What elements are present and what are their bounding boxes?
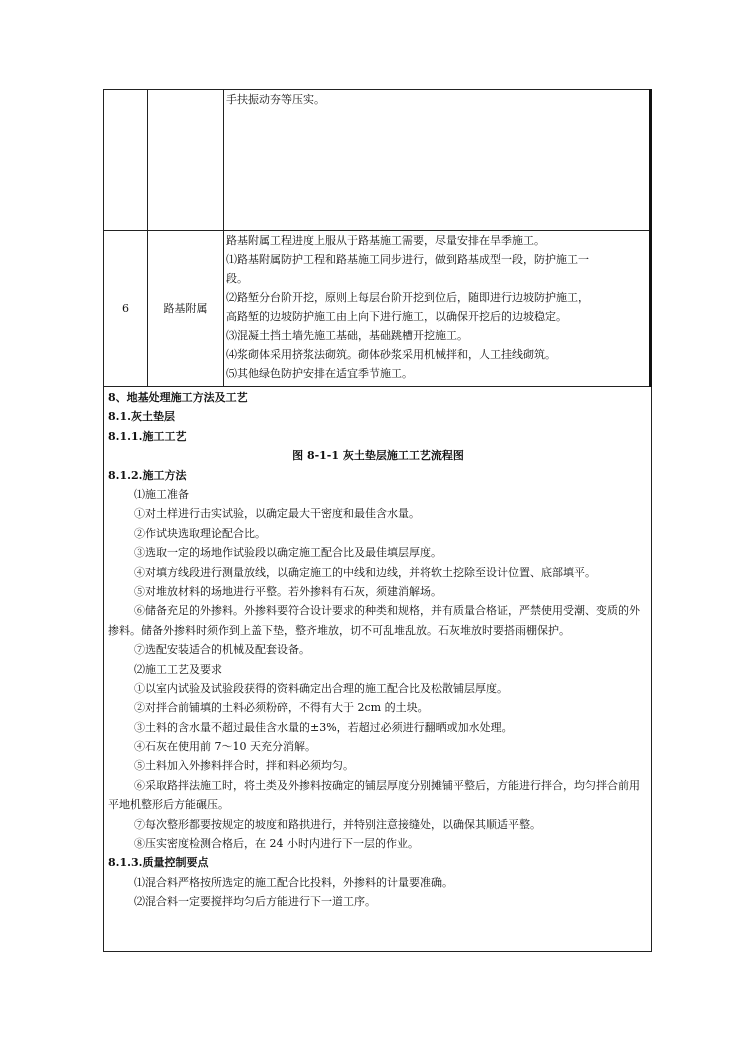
paragraph: ⑤对堆放材料的场地进行平整。若外掺料有石灰，须建消解场。 [134, 584, 442, 598]
paragraph: ⑴混合料严格按所选定的施工配合比投料，外掺料的计量要准确。 [134, 875, 453, 889]
paragraph: ④石灰在使用前 7～10 天充分消解。 [134, 740, 316, 754]
paragraph: ③土料的含水量不超过最佳含水量的±3%，若超过必须进行翻晒或加水处理。 [134, 720, 513, 734]
paragraph: ⑴施工准备 [134, 487, 189, 501]
construction-table [103, 89, 652, 387]
section-heading: 8.1.3.质量控制要点 [108, 856, 209, 870]
content-line: ⑷浆砌体采用挤浆法砌筑。砌体砂浆采用机械拌和，人工挂线砌筑。 [226, 348, 556, 361]
paragraph: ①对土样进行击实试验，以确定最大干密度和最佳含水量。 [134, 507, 420, 521]
row-name [148, 90, 224, 231]
paragraph: ④对填方线段进行测量放线，以确定施工的中线和边线，并将软土挖除至设计位置、底部填平。 [134, 565, 596, 579]
paragraph: ⑵混合料一定要搅拌均匀后方能进行下一道工序。 [134, 895, 376, 909]
paragraph: ⑥采取路拌法施工时，将土类及外掺料按确定的铺层厚度分别摊铺平整后，方能进行拌合，均匀拌合前用平地机整形后方能碾压。 [108, 778, 640, 812]
row-content [224, 231, 651, 387]
paragraph: ⑤土料加入外掺料拌合时，拌和料必须均匀。 [134, 759, 354, 773]
content-line: ⑵路堑分台阶开挖，原则上每层台阶开挖到位后，随即进行边坡防护施工， [226, 291, 589, 304]
section-heading: 8.1.灰土垫层 [108, 410, 175, 424]
table-row [104, 90, 651, 231]
content-line: 路基附属工程进度上服从于路基施工需要，尽量安排在旱季施工。 [226, 234, 545, 247]
paragraph: ⑦每次整形都要按规定的坡度和路拱进行，并特别注意接缝处，以确保其顺适平整。 [134, 817, 541, 831]
section-heading: 8.1.2.施工方法 [108, 468, 187, 482]
row-number: 6 [104, 231, 148, 387]
document-body [108, 388, 648, 912]
table-row [104, 231, 651, 387]
paragraph: ②对拌合前铺填的土料必须粉碎，不得有大于 2cm 的土块。 [134, 701, 429, 715]
content-line: 手扶振动夯等压实。 [226, 93, 325, 106]
paragraph: ⑵施工工艺及要求 [134, 662, 222, 676]
content-line: ⑶混凝土挡土墙先施工基础，基础跳槽开挖施工。 [226, 329, 468, 342]
section-heading: 8、地基处理施工方法及工艺 [108, 391, 248, 404]
paragraph: ③选取一定的场地作试验段以确定施工配合比及最佳填层厚度。 [134, 546, 442, 560]
content-line: ⑸其他绿色防护安排在适宜季节施工。 [226, 367, 413, 380]
paragraph: ⑧压实密度检测合格后，在 24 小时内进行下一层的作业。 [134, 837, 419, 851]
content-line: 段。 [226, 272, 248, 285]
figure-caption: 图 8-1-1 灰土垫层施工工艺流程图 [292, 449, 464, 463]
row-content [224, 90, 651, 231]
row-number [104, 90, 148, 231]
content-line: 高路堑的边坡防护施工由上向下进行施工，以确保开挖后的边坡稳定。 [226, 310, 567, 323]
paragraph: ⑥储备充足的外掺料。外掺料要符合设计要求的种类和规格，并有质量合格证，严禁使用受潮、变质的外掺料。储备外掺料时须作到上盖下垫，整齐堆放，切不可乱堆乱放。石灰堆放时要搭雨棚保护。 [108, 604, 640, 637]
paragraph: ①以室内试验及试验段获得的资料确定出合理的施工配合比及松散铺层厚度。 [134, 681, 508, 695]
paragraph: ⑦选配安装适合的机械及配套设备。 [134, 643, 310, 657]
row-name: 路基附属 [148, 231, 224, 387]
content-line: ⑴路基附属防护工程和路基施工同步进行，做到路基成型一段，防护施工一 [226, 253, 589, 266]
paragraph: ②作试块选取理论配合比。 [134, 526, 266, 540]
section-heading: 8.1.1.施工工艺 [108, 429, 187, 443]
